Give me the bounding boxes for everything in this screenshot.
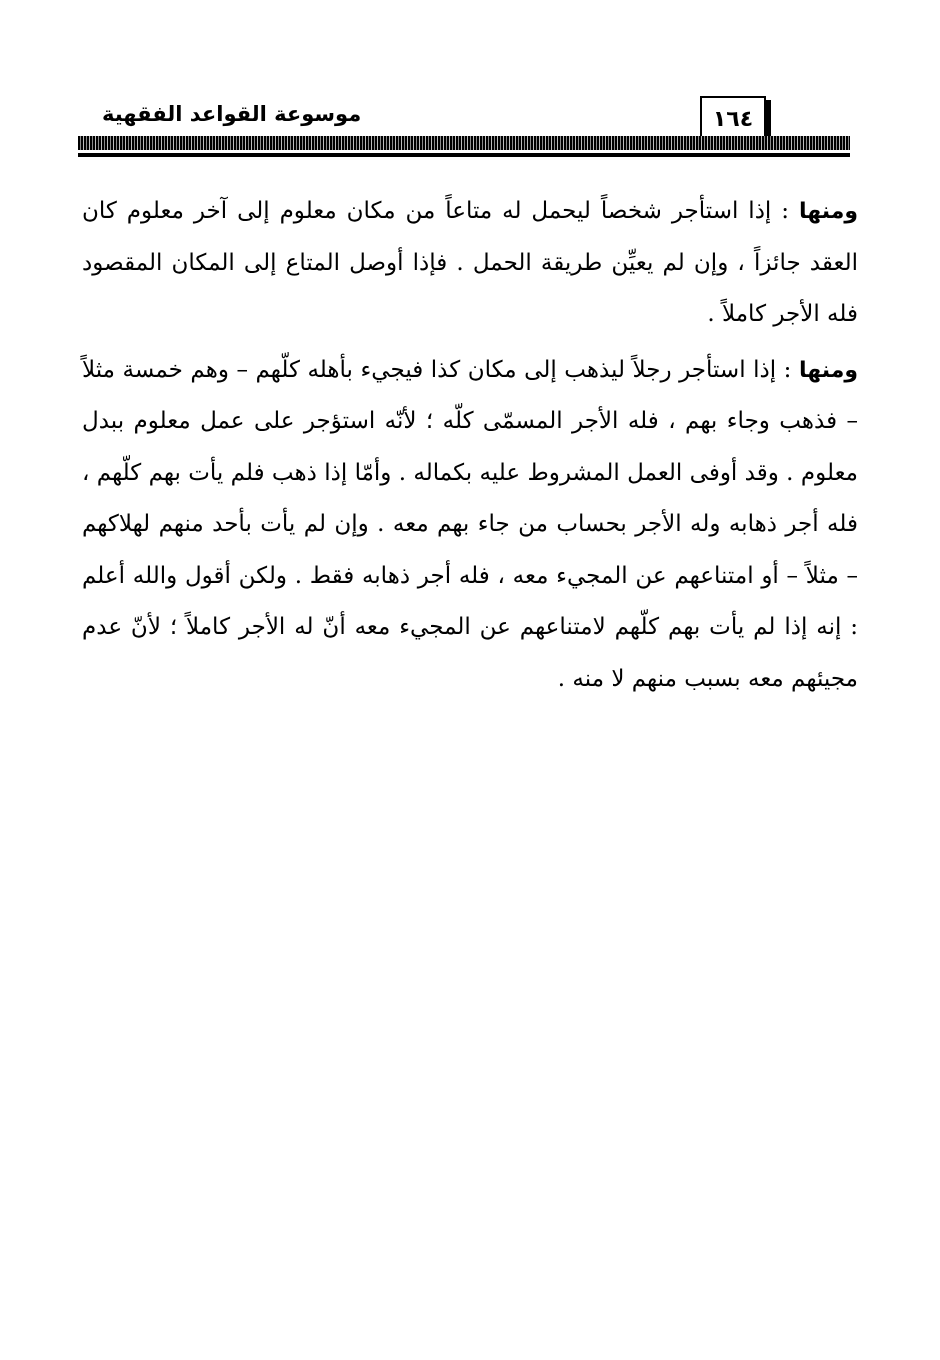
paragraph-1 (82, 186, 858, 341)
paragraph-2-lead: ومنها (798, 357, 858, 383)
paragraph-2-text: : إذا استأجر رجلاً ليذهب إلى مكان كذا فيجيء بأهله كلّهم – وهم خمسة مثلاً – فذهب وجاء بهم ، فله الأجر المسمّى كلّه ؛ لأنّه استؤجر على عمل معلوم ببدل معلوم . وقد أوفى العمل المشروط عليه بكماله . وأمّا إذا ذهب فلم يأت بهم كلّهم ، فله أجر ذهابه وله الأجر بحساب من جاء بهم معه . وإن لم يأت بأحد منهم لهلاكهم – مثلاً – أو امتناعهم عن المجيء معه ، فله أجر ذهابه فقط . ولكن أقول والله أعلم : إنه إذا لم يأت بهم كلّهم لامتناعهم عن المجيء معه أنّ له الأجر كاملاً ؛ لأنّ عدم مجيئهم معه بسبب منهم لا منه . (82, 356, 858, 692)
page-body (82, 186, 858, 709)
book-title: موسوعة القواعد الفقهية (102, 102, 362, 126)
header-rule (78, 136, 850, 150)
paragraph-2 (82, 345, 858, 706)
paragraph-1-lead: ومنها (798, 199, 858, 224)
page-number: ١٦٤ (712, 106, 754, 132)
page-header (78, 92, 850, 162)
header-rule-thin (78, 153, 850, 157)
paragraph-1-text: : إذا استأجر شخصاً ليحمل له متاعاً من مكان معلوم إلى آخر معلوم كان العقد جائزاً ، وإن لم يعيِّن طريقة الحمل . فإذا أوصل المتاع إلى المكان المقصود فله الأجر كاملاً . (82, 198, 858, 327)
